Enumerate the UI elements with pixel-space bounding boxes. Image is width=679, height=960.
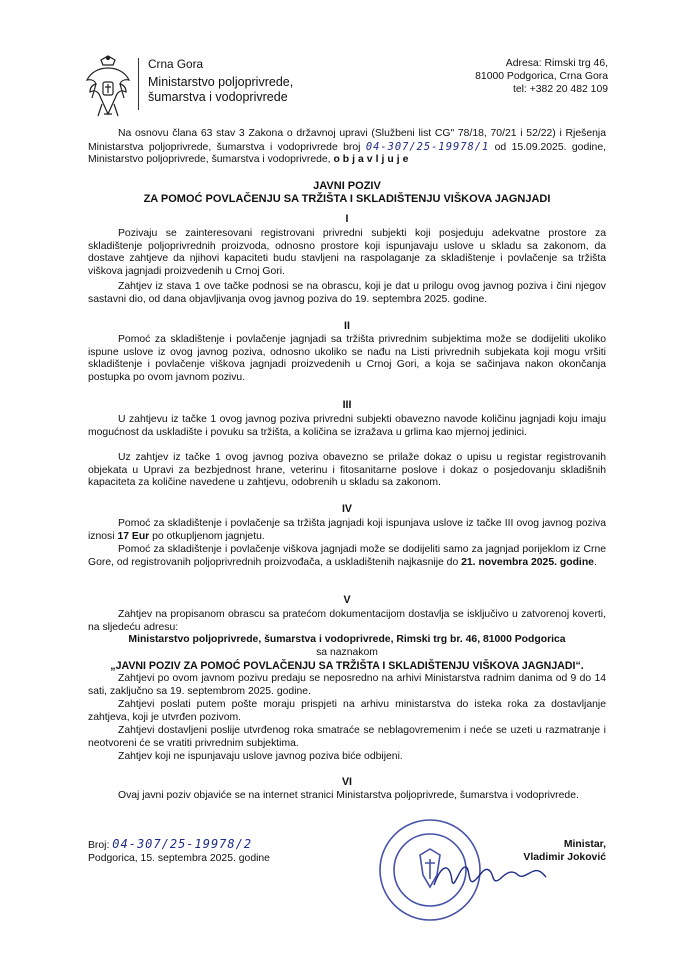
coat-of-arms-logo (84, 54, 132, 122)
section-1-number: I (345, 213, 349, 225)
signer-block (500, 838, 606, 864)
section-3-number: III (342, 399, 352, 411)
storage-deadline: 21. novembra 2025. godine (461, 556, 594, 568)
section-5-paragraph-5: Zahtjev koji ne ispunjavaju uslove javnog poziva biće odbijeni. (118, 751, 403, 762)
intro-paragraph (88, 128, 606, 167)
section-2-number: II (344, 320, 350, 332)
section-3-paragraph-2: Uz zahtjev iz tačke 1 ovog javnog poziva obavezno se prilaže dokaz o upisu u registar registrovanih objekata u Upravi za bezbjednost hrane, veterinu i fitosanitarne poslove i dokaz o posjedovanju skladišnih kapaciteta za količine navedene u zahtjevu, odobrenih u skladu sa zakonom. (88, 452, 606, 489)
intro-verb: objavljuje (333, 154, 412, 166)
address-line1: Adresa: Rimski trg 46, (505, 58, 608, 69)
ministry-name-block (148, 57, 293, 105)
envelope-mark: „JAVNI POZIV ZA POMOĆ POVLAČENJU SA TRŽIŠTA I SKLADIŠTENJU VIŠKOVA JAGNJADI“. (110, 660, 584, 672)
phone-number: tel: +382 20 482 109 (512, 84, 608, 95)
country-name: Crna Gora (148, 57, 204, 71)
section-4-p1-text: Pomoć za skladištenje i povlačenje sa tržišta jagnjadi koji ispunjava uslove iz tačke III ovog javnog poziva iznosi (88, 518, 606, 542)
title-line2: ZA POMOĆ POVLAČENJU SA TRŽIŠTA I SKLADIŠTENJU VIŠKOVA JAGNJADI (143, 192, 551, 205)
section-5-paragraph-1: Zahtjev na propisanom obrascu sa pratećom dokumentacijom dostavlja se isključivo u zatvorenoj koverti, na sljedeću adresu: (88, 609, 606, 633)
title-line1: JAVNI POZIV (313, 180, 381, 192)
section-4-number: IV (341, 503, 352, 515)
place-and-date: Podgorica, 15. septembra 2025. godine (88, 853, 270, 864)
section-4-p1-tail: po otkupljenom jagnjetu. (149, 530, 265, 542)
ministry-name-line2: šumarstva i vodoprivrede (148, 90, 288, 104)
decision-number-handwritten: 04-307/25-19978/1 (365, 140, 490, 153)
reference-number-line (88, 838, 270, 852)
section-3-paragraph-1: U zahtjevu iz tačke 1 ovog javnog poziva privredni subjekti obavezno navode količinu jagnjadi koju imaju mogućnost da uskladište i povuku sa tržišta, a količina se izražava u grlima kao mjernoj jedinici. (88, 414, 606, 438)
section-6-paragraph-1: Ovaj javni poziv objaviće se na internet stranici Ministarstva poljoprivrede, šumarstva i vodoprivrede. (118, 790, 579, 801)
signer-name: Vladimir Joković (523, 852, 606, 863)
section-5-paragraph-4: Zahtjevi dostavljeni poslije utvrđenog roka smatraće se neblagovremenim i neće se uzeti u razmatranje i neotvoreni će se vratiti privrednim subjektima. (88, 725, 606, 749)
contact-block (475, 57, 608, 96)
section-4-p2-tail: . (593, 556, 597, 568)
section-4-paragraph-2 (88, 544, 606, 569)
section-5-paragraph-2: Zahtjevi po ovom javnom pozivu predaju se neposredno na arhivi Ministarstva radnim danima od 9 do 14 sati, zaključno sa 19. septembrom 2025. godine. (88, 673, 606, 697)
ministry-name-line1: Ministarstvo poljoprivrede, (148, 75, 294, 89)
broj-label: Broj: (88, 840, 113, 851)
section-6-number: VI (341, 776, 352, 788)
section-4-p2-text: Pomoć za skladištenje i povlačenje viškova jagnjadi može se dodijeliti samo za jagnjad porijeklom iz Crne Gore, od registrovanih poljoprivrednih proizvođača, a uskladištenih najkasnije do (88, 544, 606, 568)
intro-text-a: Na osnovu člana 63 stav 3 Zakona o državnoj upravi (Službeni list CG" 78/18, 70/21 i 52/22) i Rješenja Ministarstva poljoprivrede, šumarstva i vodoprivrede broj (88, 128, 606, 153)
section-1-paragraph-2: Zahtjev iz stava 1 ove tačke podnosi se na obrascu, koji je dat u prilogu ovog javnog poziva i čini njegov sastavni dio, od dana objavljivanja ovog javnog poziva do 19. septembra 2025. godine. (88, 281, 606, 305)
section-1-paragraph-1: Pozivaju se zainteresovani registrovani privredni subjekti koji posjeduju adekvatne prostore za skladištenje poljoprivrednih proizvoda, odnosno prostore koji ispunjavaju uslove u skladu sa zakonom, da dostave zahtjeve da njihovi kapaciteti budu stavljeni na raspolaganje za skladištenje i povlačenje sa tržišta viškova jagnjadi proizvedenih u Crnoj Gori. (88, 228, 606, 277)
mark-label: sa naznakom (316, 647, 378, 658)
intro-text-b: od 15.09.2025. godine, Ministarstvo poljoprivrede, šumarstva i vodoprivrede, (88, 141, 606, 166)
reference-number-handwritten: 04-307/25-19978/2 (112, 837, 253, 851)
address-line2: 81000 Podgorica, Crna Gora (475, 71, 608, 82)
section-2-paragraph-1: Pomoć za skladištenje i povlačenje jagnjadi sa tržišta privrednim subjektima može se dodijeliti ukoliko ispune uslove iz ovog javnog poziva, odnosno ukoliko se nađu na Listi privrednih subjekata koji mogu vršiti skladištenje i povlačenje viškova jagnjadi proizvedenih u Crnoj Gori, a koja se sačinjava nakon okončanja postupka po ovom javnom pozivu. (88, 334, 606, 383)
section-5-number: V (343, 594, 351, 606)
signer-title: Ministar, (563, 839, 606, 850)
section-4-paragraph-1 (88, 518, 606, 543)
document-reference (88, 838, 270, 865)
document-title (88, 180, 606, 205)
aid-amount: 17 Eur (117, 530, 150, 542)
section-5-paragraph-3: Zahtjevi poslati putem pošte moraju prispjeti na arhivu ministarstva do isteka roka za dostavljanje zahtjeva, koji je utvrđen pozivom. (88, 699, 606, 723)
submission-address: Ministarstvo poljoprivrede, šumarstva i vodoprivrede, Rimski trg br. 46, 81000 Podgorica (128, 634, 566, 645)
header-divider (138, 58, 139, 110)
